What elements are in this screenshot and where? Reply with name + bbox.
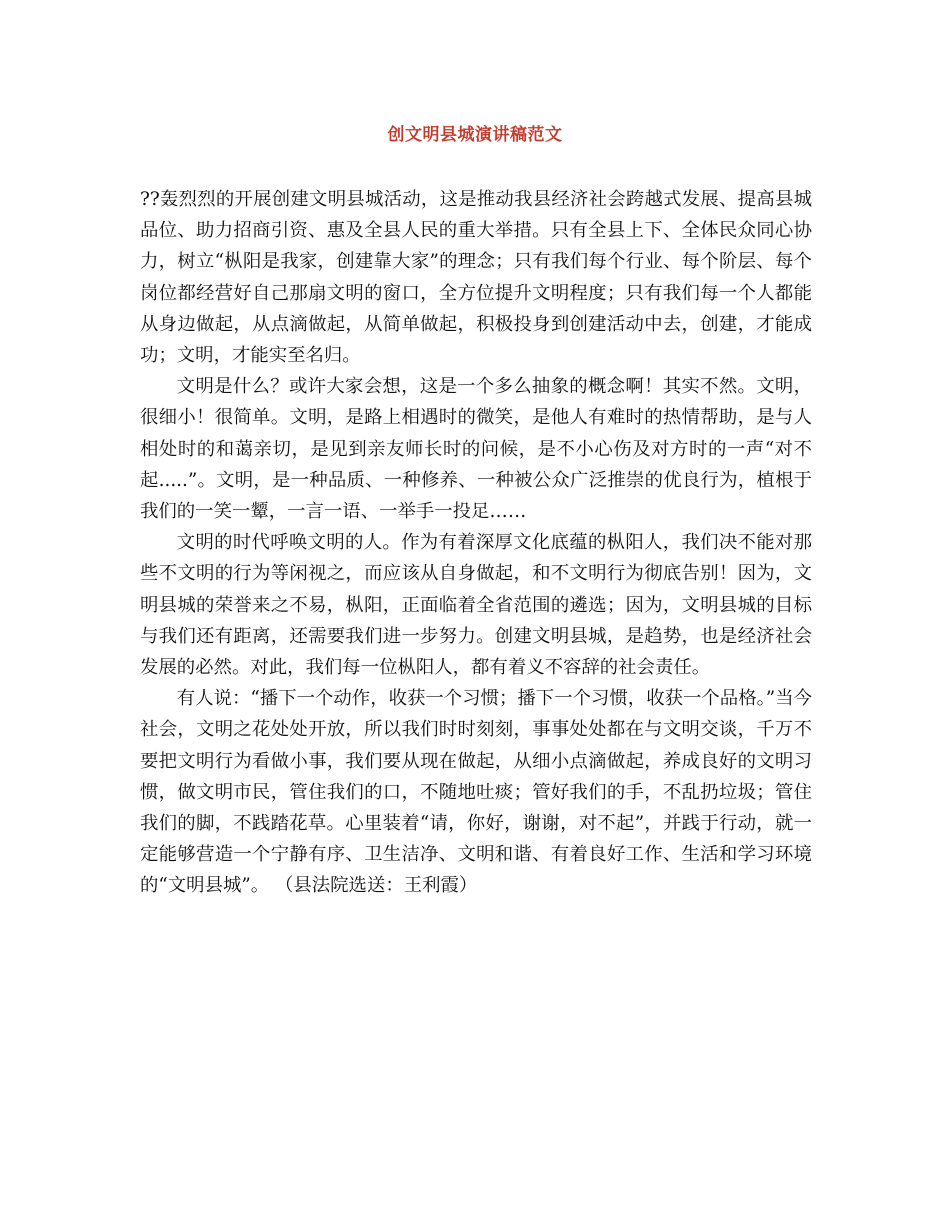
paragraph-3: 文明的时代呼唤文明的人。作为有着深厚文化底蕴的枞阳人，我们决不能对那些不文明的行为等闲视之，而应该从自身做起，和不文明行为彻底告别！因为，文明县城的荣誉来之不易，枞阳，正面临着全省范围的遴选；因为，文明县城的目标与我们还有距离，还需要我们进一步努力。创建文明县城，是趋势，也是经济社会发展的必然。对此，我们每一位枞阳人，都有着义不容辞的社会责任。 [140, 532, 812, 679]
paragraph-2: 文明是什么？或许大家会想，这是一个多么抽象的概念啊！其实不然。文明，很细小！很简单。文明，是路上相遇时的微笑，是他人有难时的热情帮助，是与人相处时的和蔼亲切，是见到亲友师长时的问候，是不小心伤及对方时的一声“对不起.....”。文明，是一种品质、一种修养、一种被公众广泛推崇的优良行为，植根于我们的一笑一颦，一言一语、一举手一投足…… [140, 376, 812, 523]
paragraph-1: ??轰烈烈的开展创建文明县城活动，这是推动我县经济社会跨越式发展、提高县城品位、助力招商引资、惠及全县人民的重大举措。只有全县上下、全体民众同心协力，树立“枞阳是我家，创建靠大家”的理念；只有我们每个行业、每个阶层、每个岗位都经营好自己那扇文明的窗口，全方位提升文明程度；只有我们每一个人都能从身边做起，从点滴做起，从简单做起，积极投身到创建活动中去，创建，才能成功；文明，才能实至名归。 [140, 189, 812, 367]
document-title: 创文明县城演讲稿范文 [387, 125, 563, 145]
document-body [140, 184, 812, 902]
paragraph-4: 有人说：“播下一个动作，收获一个习惯；播下一个习惯，收获一个品格。”当今社会，文明之花处处开放，所以我们时时刻刻，事事处处都在与文明交谈，千万不要把文明行为看做小事，我们要从现在做起，从细小点滴做起，养成良好的文明习惯，做文明市民，管住我们的口，不随地吐痰；管好我们的手，不乱扔垃圾；管住我们的脚，不践踏花草。心里装着“请，你好，谢谢，对不起”，并践于行动，就一定能够营造一个宁静有序、卫生洁净、文明和谐、有着良好工作、生活和学习环境的“文明县城”。 （县法院选送：王利霞） [140, 688, 812, 897]
